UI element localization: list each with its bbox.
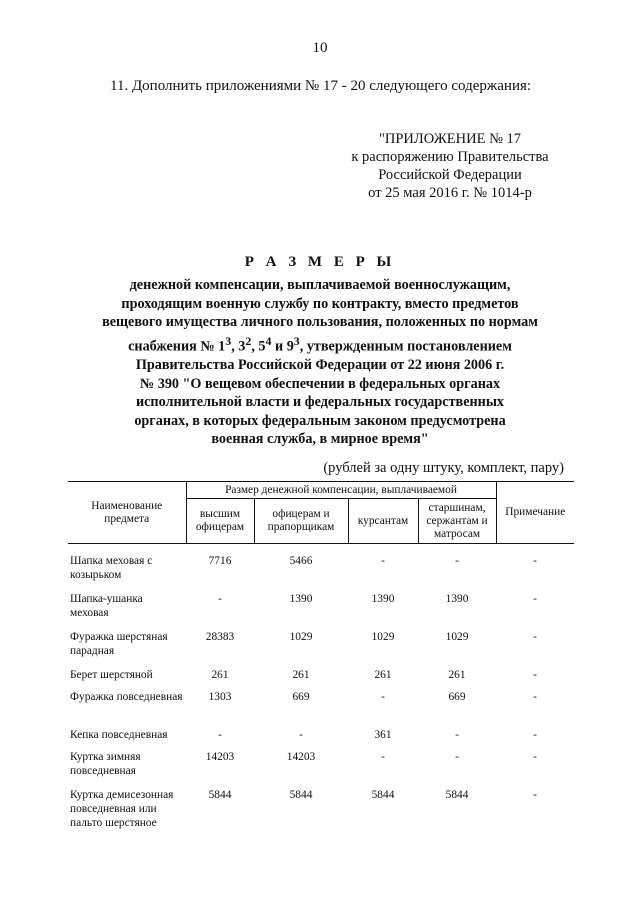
subtitle-line: денежной компенсации, выплачиваемой военнослужащим, bbox=[129, 277, 511, 293]
table-row bbox=[68, 592, 574, 630]
item-name-cell: Шапка меховая с козырьком bbox=[70, 555, 153, 581]
table-row bbox=[68, 728, 574, 750]
superscript: 3 bbox=[225, 333, 232, 348]
senior-officers-cell: - bbox=[218, 593, 222, 605]
document-subtitle bbox=[100, 276, 540, 449]
officers-cell: 5844 bbox=[289, 789, 313, 801]
subtitle-line bbox=[100, 332, 540, 356]
sergeants-cell: 5844 bbox=[445, 789, 469, 801]
senior-officers-cell: 28383 bbox=[205, 631, 235, 643]
appendix-line: к распоряжению Правительства bbox=[351, 149, 549, 165]
units-note: (рублей за одну штуку, комплект, пару) bbox=[323, 460, 564, 476]
cadets-cell: - bbox=[381, 555, 385, 567]
officers-cell: 669 bbox=[292, 691, 310, 703]
item-name-cell: Шапка-ушанка меховая bbox=[70, 593, 143, 619]
senior-officers-cell: 7716 bbox=[208, 555, 232, 567]
sergeants-cell: 1390 bbox=[445, 593, 469, 605]
table-body bbox=[68, 544, 574, 843]
sergeants-cell: 1029 bbox=[445, 631, 469, 643]
cadets-cell: 5844 bbox=[371, 789, 395, 801]
appendix-line: от 25 мая 2016 г. № 1014-р bbox=[368, 185, 532, 201]
cadets-cell: - bbox=[381, 751, 385, 763]
subtitle-line: органах, в которых федеральным законом предусмотрена bbox=[134, 412, 506, 429]
note-cell: - bbox=[533, 593, 537, 605]
sergeants-cell: 261 bbox=[448, 669, 466, 681]
officers-cell: 14203 bbox=[286, 751, 316, 763]
page-number: 10 bbox=[312, 40, 328, 56]
superscript: 3 bbox=[293, 333, 300, 348]
table-row bbox=[68, 690, 574, 728]
cadets-cell: 1029 bbox=[371, 631, 395, 643]
item-name-cell: Берет шерстяной bbox=[70, 669, 153, 681]
officers-cell: - bbox=[299, 729, 303, 741]
intro-text: 11. Дополнить приложениями № 17 - 20 следующего содержания: bbox=[110, 78, 532, 94]
cadets-cell: 361 bbox=[374, 729, 392, 741]
senior-officers-cell: 5844 bbox=[208, 789, 232, 801]
table-row bbox=[68, 554, 574, 592]
header-sergeants: старшинам, сержантам и матросам bbox=[418, 499, 496, 544]
officers-cell: 1029 bbox=[289, 631, 313, 643]
document-title: Р А З М Е Р Ы bbox=[244, 254, 396, 270]
sergeants-cell: - bbox=[455, 729, 459, 741]
item-name-cell: Куртка зимняя повседневная bbox=[70, 751, 141, 777]
officers-cell: 261 bbox=[292, 669, 310, 681]
header-group: Размер денежной компенсации, выплачиваемой bbox=[186, 482, 496, 499]
compensation-table bbox=[68, 481, 574, 842]
header-senior-officers: высшим офицерам bbox=[186, 499, 254, 544]
subtitle-line: исполнительной власти и федеральных государственных bbox=[135, 394, 505, 411]
note-cell: - bbox=[533, 669, 537, 681]
subtitle-text: и 9 bbox=[271, 338, 294, 355]
subtitle-text: снабжения № 1 bbox=[128, 338, 226, 355]
cadets-cell: - bbox=[381, 691, 385, 703]
superscript: 4 bbox=[265, 333, 272, 348]
cadets-cell: 1390 bbox=[371, 593, 395, 605]
senior-officers-cell: 1303 bbox=[208, 691, 232, 703]
appendix-line: "ПРИЛОЖЕНИЕ № 17 bbox=[378, 131, 522, 147]
sergeants-cell: - bbox=[455, 751, 459, 763]
subtitle-line: № 390 "О вещевом обеспечении в федеральных органах bbox=[139, 375, 501, 392]
sergeants-cell: - bbox=[455, 555, 459, 567]
subtitle-text: , 5 bbox=[251, 338, 266, 355]
appendix-heading bbox=[330, 130, 570, 202]
header-officers: офицерам и прапорщикам bbox=[254, 499, 348, 544]
sergeants-cell: 669 bbox=[448, 691, 466, 703]
item-name-cell: Фуражка повседневная bbox=[70, 691, 183, 703]
cadets-cell: 261 bbox=[374, 669, 392, 681]
note-cell: - bbox=[533, 691, 537, 703]
subtitle-text: , утвержденным постановлением bbox=[299, 338, 512, 355]
header-name: Наименование предмета bbox=[68, 482, 186, 544]
header-cadets: курсантам bbox=[348, 499, 418, 544]
subtitle-line: проходящим военную службу по контракту, вместо предметов bbox=[121, 295, 519, 312]
item-name-cell: Куртка демисезонная повседневная или пальто шерстяное bbox=[70, 789, 174, 829]
table-row bbox=[68, 668, 574, 690]
subtitle-text: , 3 bbox=[231, 338, 246, 355]
table-row bbox=[68, 750, 574, 788]
table-row bbox=[68, 630, 574, 668]
officers-cell: 5466 bbox=[289, 555, 313, 567]
header-note: Примечание bbox=[496, 482, 574, 544]
note-cell: - bbox=[533, 631, 537, 643]
item-name-cell: Кепка повседневная bbox=[70, 729, 168, 741]
item-name-cell: Фуражка шерстяная парадная bbox=[70, 631, 168, 657]
senior-officers-cell: - bbox=[218, 729, 222, 741]
senior-officers-cell: 261 bbox=[211, 669, 229, 681]
note-cell: - bbox=[533, 789, 537, 801]
note-cell: - bbox=[533, 751, 537, 763]
subtitle-line: Правительства Российской Федерации от 22 июня 2006 г. bbox=[135, 357, 505, 374]
appendix-line: Российской Федерации bbox=[378, 167, 522, 183]
senior-officers-cell: 14203 bbox=[205, 751, 235, 763]
note-cell: - bbox=[533, 729, 537, 741]
superscript: 2 bbox=[245, 333, 252, 348]
table-row bbox=[68, 788, 574, 842]
officers-cell: 1390 bbox=[289, 593, 313, 605]
subtitle-line: военная служба, в мирное время" bbox=[211, 431, 429, 448]
subtitle-line: вещевого имущества личного пользования, положенных по нормам bbox=[102, 314, 538, 331]
note-cell: - bbox=[533, 555, 537, 567]
